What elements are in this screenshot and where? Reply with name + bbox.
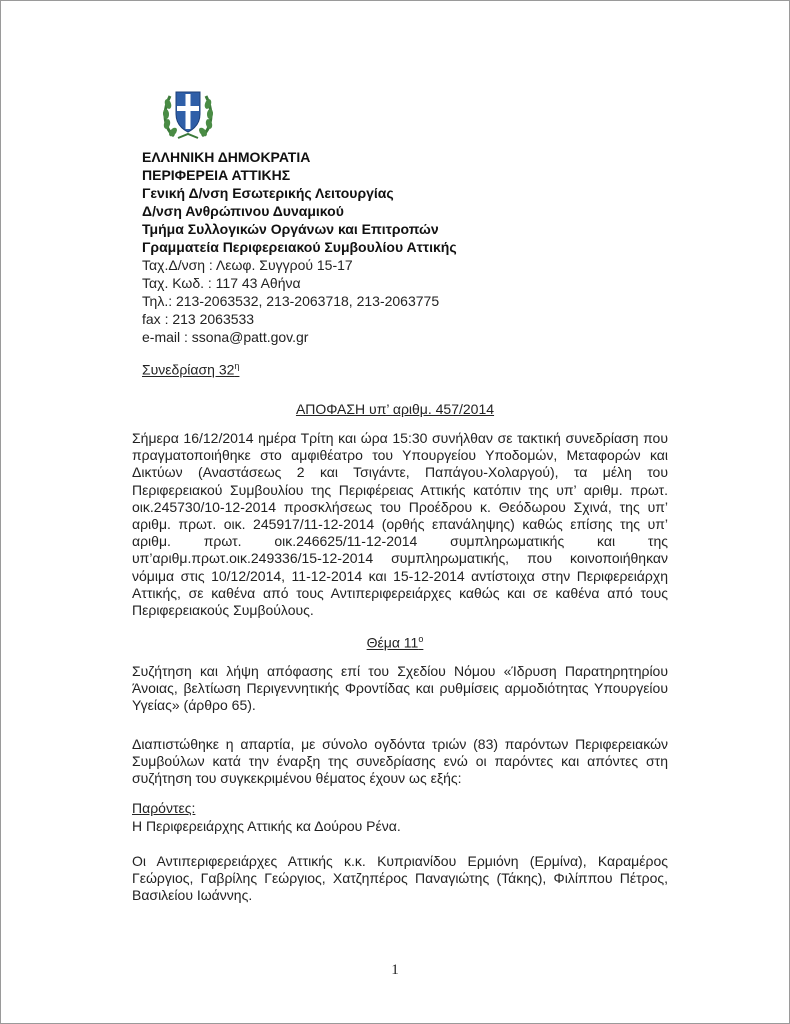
session-label: Συνεδρίαση 32 — [142, 361, 235, 378]
header-fax: fax : 213 2063533 — [142, 311, 255, 327]
vice-governors-paragraph: Οι Αντιπεριφερειάρχες Αττικής κ.κ. Κυπριανίδου Ερμιόνη (Ερμίνα), Καραμέρος Γεώργιος, Γαβρίλης Γεώργιος, Χατζηπέρος Παναγιώτης (Τάκης), Φιλίππου Πέτρος, Βασιλείου Ιωάννης. — [132, 853, 668, 904]
present-regional-governor: Η Περιφερειάρχης Αττικής κα Δούρου Ρένα. — [132, 818, 401, 834]
header-secretariat: Γραμματεία Περιφερειακού Συμβουλίου Αττικής — [142, 239, 457, 255]
header-country: ΕΛΛΗΝΙΚΗ ΔΗΜΟΚΡΑΤΙΑ — [142, 149, 311, 165]
header-address: Ταχ.Δ/νση : Λεωφ. Συγγρού 15-17 — [142, 257, 353, 273]
page-number: 1 — [391, 962, 399, 978]
session-number — [142, 361, 239, 378]
header-postal-code: Ταχ. Κωδ. : 117 43 Αθήνα — [142, 275, 301, 291]
meeting-paragraph: Σήμερα 16/12/2014 ημέρα Τρίτη και ώρα 15:30 συνήλθαν σε τακτική συνεδρίαση που πραγματοποιήθηκε στο αμφιθέατρο του Υπουργείου Υποδομών, Μεταφορών και Δικτύων (Αναστάσεως 2 και Τσιγάντε, Παπάγου-Χολαργού), τα μέλη του Περιφερειακού Συμβουλίου της Περιφέρειας Αττικής κατόπιν της υπ’ αριθμ. πρωτ. οικ.245730/10-12-2014 προσκλήσεως του Προέδρου κ. Θεόδωρου Σχινά, της υπ’ αριθμ. πρωτ. οικ. 245917/11-12-2014 (ορθής επανάληψης) καθώς επίσης της υπ’ αριθμ. πρωτ. οικ.246625/11-12-2014 συμπληρωματικής και της υπ’αριθμ.πρωτ.οικ.249336/15-12-2014 συμπληρωματικής, που κοινοποιήθηκαν νόμιμα στις 10/12/2014, 11-12-2014 και 15-12-2014 αντίστοιχα στην Περιφερειάρχη Αττικής, σε καθένα από τους Αντιπεριφερειάρχες καθώς και σε καθένα από τους Περιφερειακούς Συμβούλους. — [132, 430, 668, 619]
session-ordinal: η — [234, 361, 240, 371]
header-general-directorate: Γενική Δ/νση Εσωτερικής Λειτουργίας — [142, 185, 394, 201]
decision-title-text: ΑΠΟΦΑΣΗ υπ’ αριθμ. 457/2014 — [295, 401, 495, 417]
coat-of-arms-icon — [160, 84, 216, 144]
topic-heading — [0, 634, 790, 651]
header-email: e-mail : ssona@patt.gov.gr — [142, 329, 309, 345]
header-phone: Τηλ.: 213-2063532, 213-2063718, 213-2063775 — [142, 293, 440, 309]
topic-ordinal: ο — [418, 634, 424, 644]
decision-title — [0, 401, 790, 417]
quorum-paragraph: Διαπιστώθηκε η απαρτία, με σύνολο ογδόντα τριών (83) παρόντων Περιφερειακών Συμβούλων κατά την έναρξη της συνεδρίασης ενώ οι παρόντες και απόντες στη συζήτηση του συγκεκριμένου θέματος έχουν ως εξής: — [132, 736, 668, 787]
topic-description: Συζήτηση και λήψη απόφασης επί του Σχεδίου Νόμου «Ίδρυση Παρατηρητηρίου Άνοιας, βελτίωση Περιγεννητικής Φροντίδας και ρυθμίσεις αρμοδιότητας Υπουργείου Υγείας» (άρθρο 65). — [132, 663, 668, 714]
header-department: Τμήμα Συλλογικών Οργάνων και Επιτροπών — [142, 221, 439, 237]
greek-emblem-icon — [160, 84, 216, 144]
letterhead — [142, 148, 662, 346]
header-region: ΠΕΡΙΦΕΡΕΙΑ ΑΤΤΙΚΗΣ — [142, 167, 291, 183]
topic-label: Θέμα 11 — [366, 634, 419, 651]
present-heading: Παρόντες: — [132, 800, 196, 816]
header-directorate: Δ/νση Ανθρώπινου Δυναμικού — [142, 203, 344, 219]
